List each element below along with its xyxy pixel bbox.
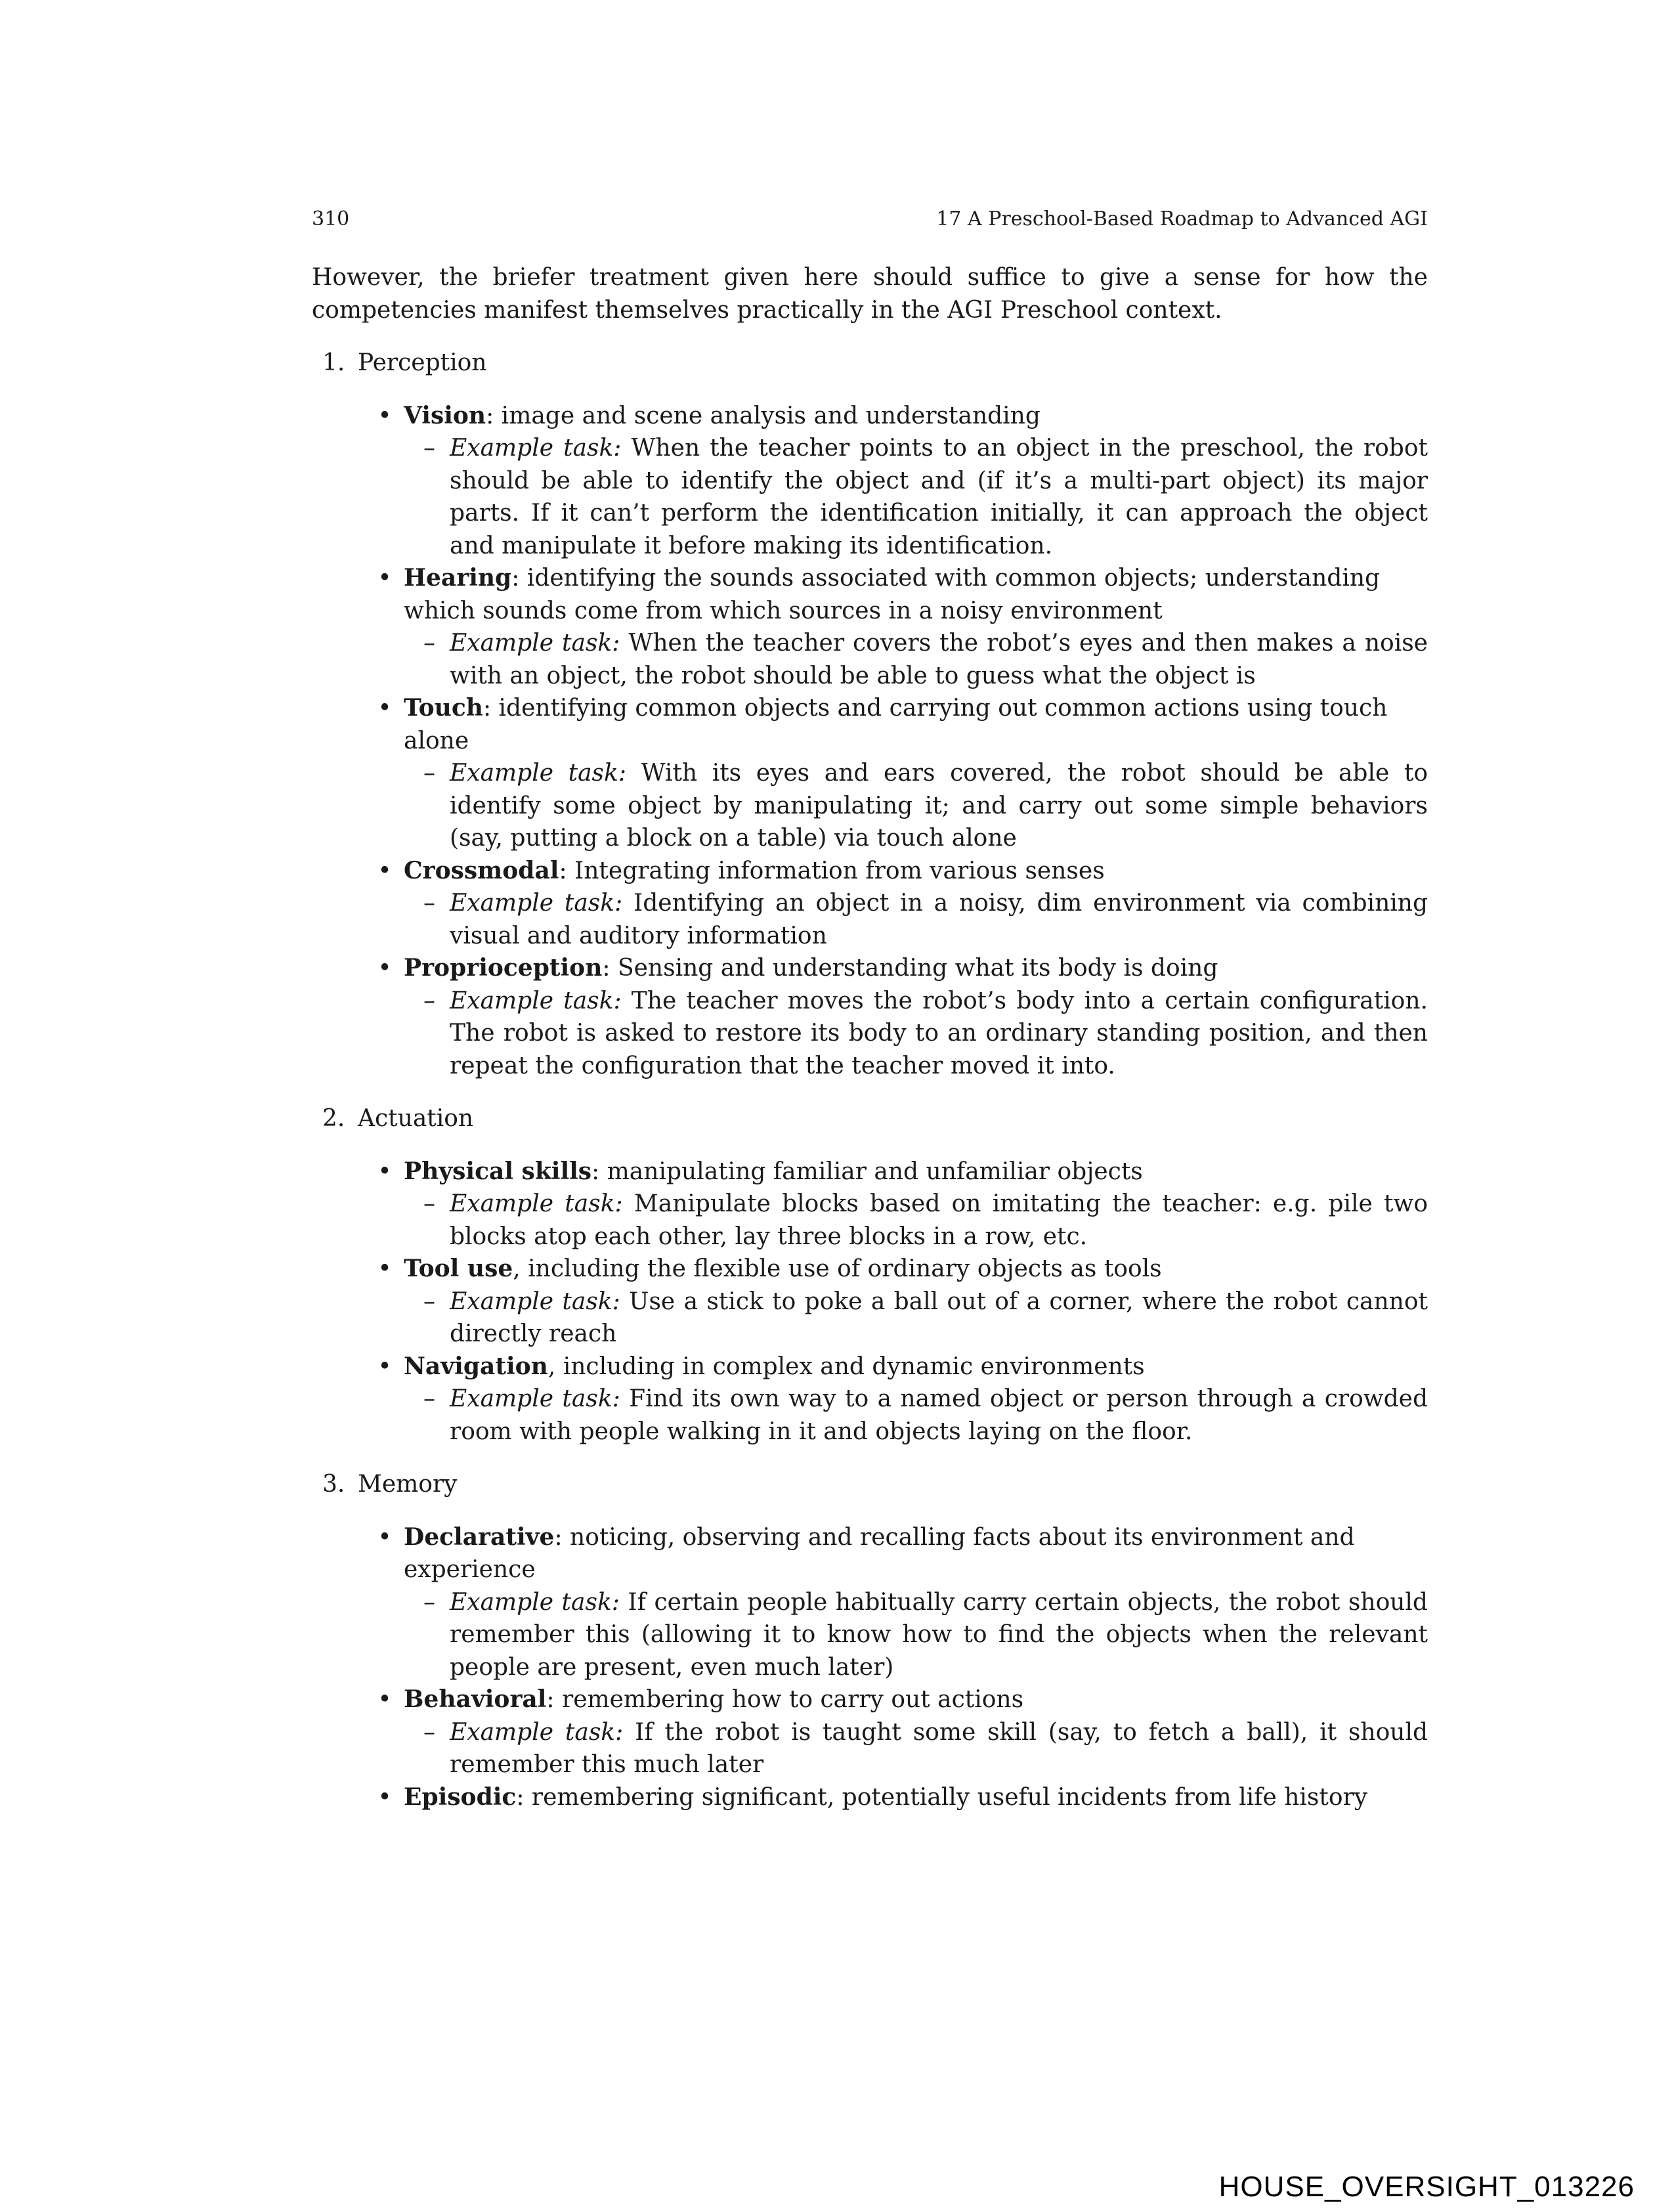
competency-label: Crossmodal bbox=[404, 856, 559, 884]
competency-label: Navigation bbox=[404, 1352, 548, 1380]
example-task-label: Example task: bbox=[450, 760, 626, 787]
competency-description: : image and scene analysis and understanding bbox=[486, 402, 1041, 429]
example-task-label: Example task: bbox=[450, 1190, 623, 1217]
example-task-text: Manipulate blocks based on imitating the teacher: e.g. pile two blocks atop each other, lay three blocks in a row, etc. bbox=[450, 1190, 1428, 1250]
bullet-icon: • bbox=[377, 1523, 392, 1551]
competency-description: , including in complex and dynamic environments bbox=[547, 1353, 1145, 1380]
competency-item bbox=[312, 1683, 1428, 1781]
competency-item bbox=[312, 855, 1428, 953]
section-title: Memory bbox=[358, 1471, 458, 1498]
dash-icon: – bbox=[423, 630, 435, 657]
competency-label: Physical skills bbox=[404, 1157, 592, 1185]
example-task-label: Example task: bbox=[450, 1385, 620, 1412]
competency-line bbox=[404, 952, 1428, 985]
bullet-icon: • bbox=[377, 565, 392, 592]
example-task bbox=[404, 627, 1428, 692]
section-heading bbox=[312, 347, 1428, 380]
competency-label: Behavioral bbox=[404, 1685, 547, 1713]
competency-description: : noticing, observing and recalling facts about its environment and experience bbox=[404, 1523, 1355, 1583]
competency-description: : remembering how to carry out actions bbox=[546, 1686, 1024, 1713]
example-task-label: Example task: bbox=[450, 987, 622, 1014]
example-task bbox=[404, 887, 1428, 952]
competency-description: : manipulating familiar and unfamiliar objects bbox=[591, 1158, 1143, 1185]
competency-item bbox=[312, 1156, 1428, 1253]
example-task-label: Example task: bbox=[450, 1588, 620, 1616]
competency-description: : remembering significant, potentially useful incidents from life history bbox=[516, 1783, 1368, 1811]
competency-description: : Sensing and understanding what its body is doing bbox=[602, 955, 1218, 982]
dash-icon: – bbox=[423, 890, 435, 917]
section-number: 2. bbox=[322, 1105, 345, 1132]
competency-list bbox=[312, 1156, 1428, 1448]
bullet-icon: • bbox=[377, 857, 392, 884]
example-task-label: Example task: bbox=[450, 1718, 624, 1746]
competency-item bbox=[312, 1253, 1428, 1351]
competency-item bbox=[312, 952, 1428, 1082]
competency-description: , including the flexible use of ordinary objects as tools bbox=[513, 1255, 1162, 1282]
dash-icon: – bbox=[423, 760, 435, 787]
competency-line bbox=[404, 400, 1428, 433]
competency-description: : identifying the sounds associated with common objects; understanding which sounds come from which sources in a noisy environment bbox=[404, 565, 1381, 624]
competency-item bbox=[312, 562, 1428, 692]
section-title: Actuation bbox=[358, 1105, 474, 1132]
competency-line bbox=[404, 1253, 1428, 1286]
example-task-label: Example task: bbox=[450, 630, 620, 657]
example-task-text: When the teacher points to an object in the preschool, the robot should be able to identify the object and (if it’s a multi-part object) its major parts. If it can’t perform the identification initially, it can approach the object and manipulate it before making its identification. bbox=[450, 435, 1428, 559]
example-task-text: Identifying an object in a noisy, dim environment via combining visual and auditory information bbox=[450, 890, 1428, 949]
section-number: 3. bbox=[322, 1471, 345, 1498]
dash-icon: – bbox=[423, 1385, 435, 1412]
competency-item bbox=[312, 400, 1428, 563]
bullet-icon: • bbox=[377, 402, 392, 429]
dash-icon: – bbox=[423, 1718, 435, 1746]
bullet-icon: • bbox=[377, 1255, 392, 1282]
competency-line bbox=[404, 855, 1428, 888]
competency-sections bbox=[312, 347, 1428, 1813]
bullet-icon: • bbox=[377, 1353, 392, 1380]
example-task-label: Example task: bbox=[450, 890, 623, 917]
intro-paragraph: However, the briefer treatment given here should suffice to give a sense for how the competencies manifest themselves practically in the AGI Preschool context. bbox=[312, 264, 1428, 324]
body-text bbox=[312, 261, 1428, 1834]
example-task-label: Example task: bbox=[450, 1288, 620, 1315]
competency-label: Hearing bbox=[404, 564, 512, 592]
dash-icon: – bbox=[423, 435, 435, 462]
competency-line bbox=[404, 1351, 1428, 1383]
competency-label: Declarative bbox=[404, 1523, 555, 1551]
competency-label: Episodic bbox=[404, 1783, 517, 1811]
example-task bbox=[404, 1286, 1428, 1351]
competency-label: Proprioception bbox=[404, 954, 603, 982]
competency-line bbox=[404, 1521, 1428, 1586]
example-task bbox=[404, 1383, 1428, 1448]
competency-label: Tool use bbox=[404, 1255, 513, 1282]
competency-description: : Integrating information from various senses bbox=[559, 857, 1105, 884]
dash-icon: – bbox=[423, 1190, 435, 1217]
bullet-icon: • bbox=[377, 1686, 392, 1713]
example-task-text: If the robot is taught some skill (say, to fetch a ball), it should remember this much later bbox=[450, 1718, 1428, 1778]
example-task-text: Find its own way to a named object or person through a crowded room with people walking in it and objects laying on the floor. bbox=[450, 1385, 1428, 1445]
running-header bbox=[312, 205, 1428, 234]
bullet-icon: • bbox=[377, 955, 392, 982]
competency-list bbox=[312, 1521, 1428, 1814]
competency-line bbox=[404, 562, 1428, 627]
section-heading bbox=[312, 1468, 1428, 1501]
competency-description: : identifying common objects and carrying out common actions using touch alone bbox=[404, 695, 1388, 754]
dash-icon: – bbox=[423, 1588, 435, 1616]
example-task-text: When the teacher covers the robot’s eyes and then makes a noise with an object, the robot should be able to guess what the object is bbox=[450, 630, 1428, 689]
section-actuation bbox=[312, 1102, 1428, 1448]
page-number: 310 bbox=[312, 207, 350, 230]
example-task-text: Use a stick to poke a ball out of a corner, where the robot cannot directly reach bbox=[450, 1288, 1428, 1347]
section-number: 1. bbox=[322, 349, 345, 376]
example-task-text: The teacher moves the robot’s body into a certain configuration. The robot is asked to restore its body to an ordinary standing position, and then repeat the configuration that the teacher moved it into. bbox=[450, 987, 1428, 1079]
bullet-icon: • bbox=[377, 1783, 392, 1811]
example-task-text: If certain people habitually carry certain objects, the robot should remember this (allowing it to know how to find the objects when the relevant people are present, even much later) bbox=[450, 1588, 1428, 1681]
competency-label: Vision bbox=[404, 401, 486, 429]
competency-line bbox=[404, 1683, 1428, 1716]
section-heading bbox=[312, 1102, 1428, 1135]
example-task bbox=[404, 985, 1428, 1083]
chapter-title: 17 A Preschool-Based Roadmap to Advanced AGI bbox=[936, 207, 1428, 230]
competency-line bbox=[404, 1156, 1428, 1188]
section-title: Perception bbox=[358, 349, 487, 376]
competency-item bbox=[312, 1351, 1428, 1448]
competency-item bbox=[312, 1521, 1428, 1684]
example-task bbox=[404, 432, 1428, 562]
example-task bbox=[404, 757, 1428, 855]
bullet-icon: • bbox=[377, 695, 392, 722]
competency-item bbox=[312, 1781, 1428, 1814]
dash-icon: – bbox=[423, 987, 435, 1014]
competency-line bbox=[404, 692, 1428, 757]
competency-label: Touch bbox=[404, 694, 483, 722]
bates-number: HOUSE_OVERSIGHT_013226 bbox=[1218, 2171, 1635, 2203]
bullet-icon: • bbox=[377, 1158, 392, 1185]
example-task-label: Example task: bbox=[450, 435, 622, 462]
dash-icon: – bbox=[423, 1288, 435, 1315]
competency-item bbox=[312, 692, 1428, 855]
section-perception bbox=[312, 347, 1428, 1082]
example-task bbox=[404, 1188, 1428, 1253]
example-task-text: With its eyes and ears covered, the robot should be able to identify some object by manipulating it; and carry out some simple behaviors (say, putting a block on a table) via touch alone bbox=[450, 760, 1428, 852]
competency-list bbox=[312, 400, 1428, 1083]
section-memory bbox=[312, 1468, 1428, 1813]
example-task bbox=[404, 1586, 1428, 1684]
example-task bbox=[404, 1716, 1428, 1781]
competency-line bbox=[404, 1781, 1428, 1814]
